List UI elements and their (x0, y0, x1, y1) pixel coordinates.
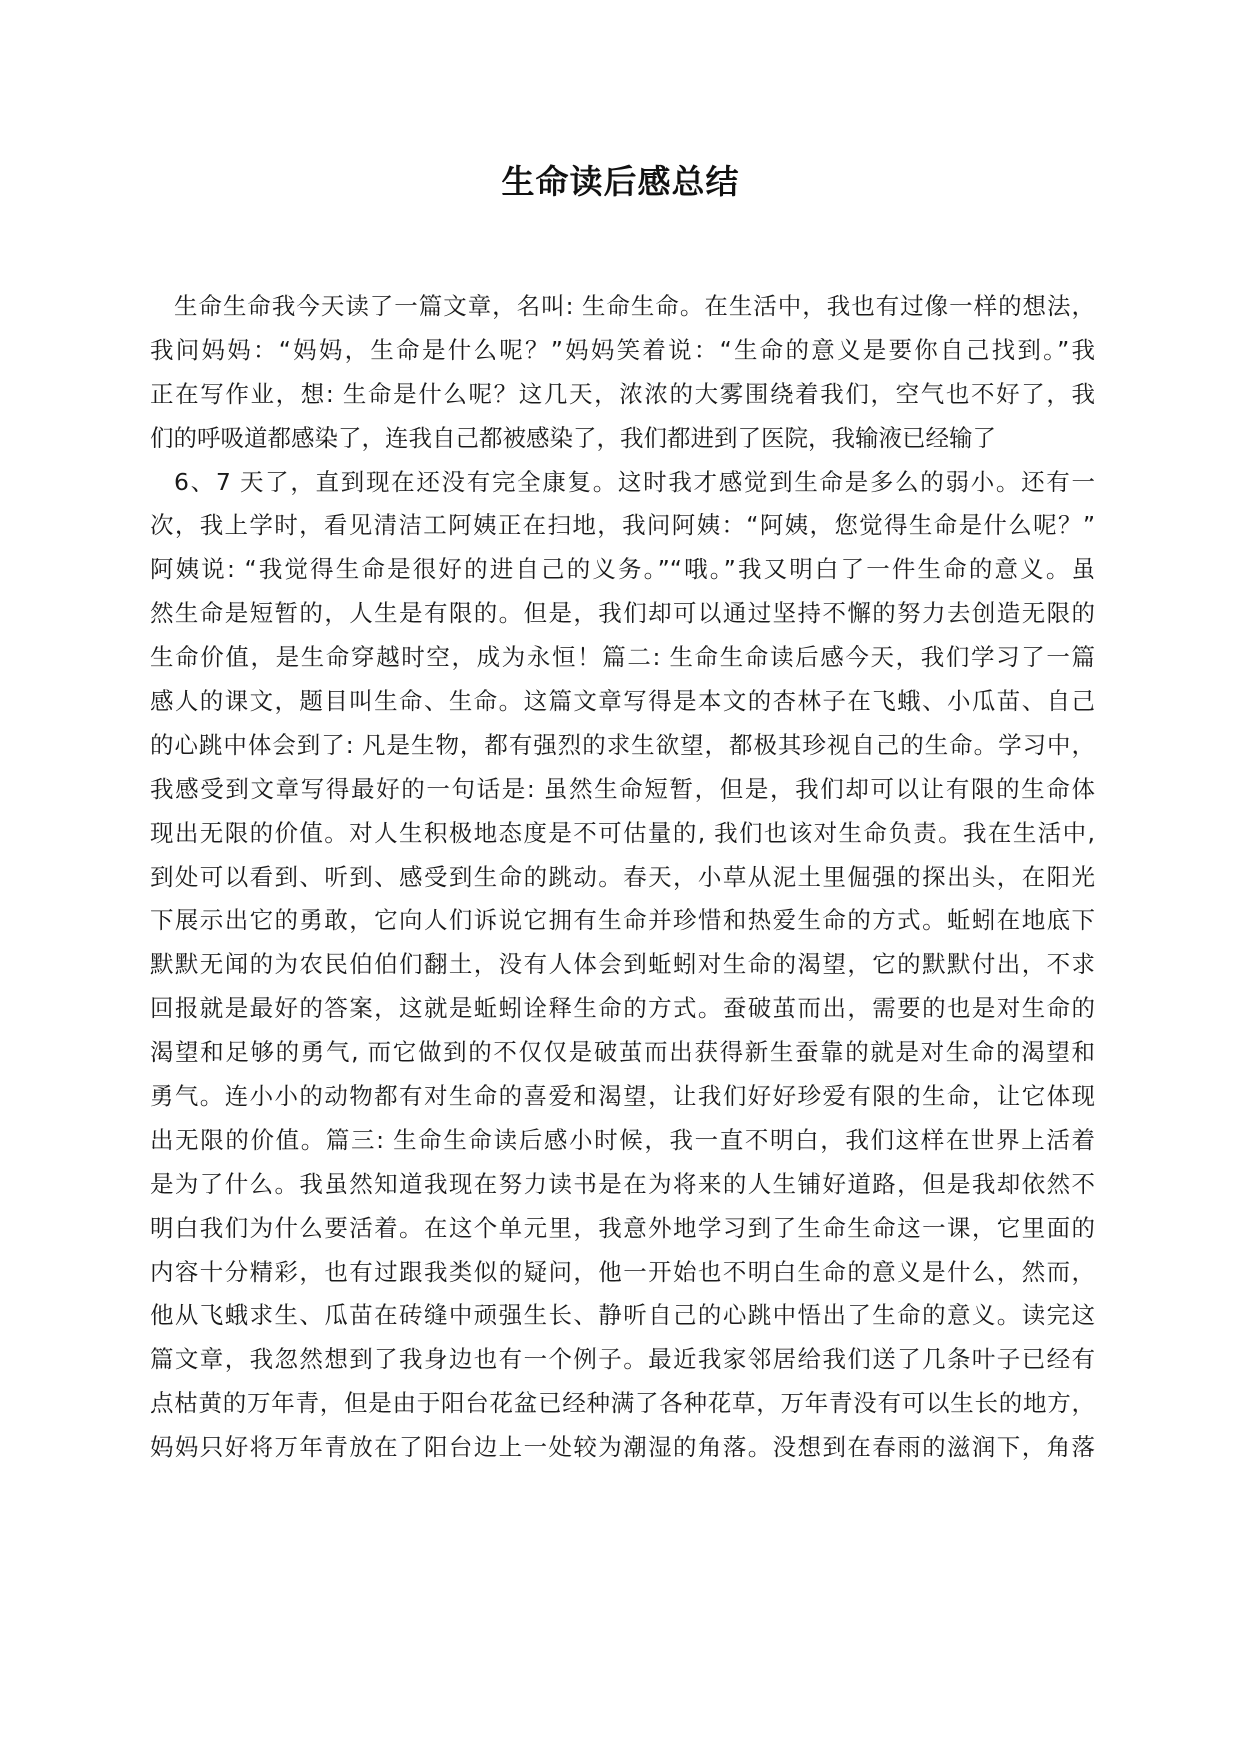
body-line: 渴望和足够的勇气, 而它做到的不仅仅是破茧而出获得新生蚕靠的就是对生命的渴望和 (150, 1038, 1095, 1067)
body-line: 生命生命我今天读了一篇文章，名叫: 生命生命。在生活中，我也有过像一样的想法， (174, 292, 1095, 320)
body-line: 6、7 天了，直到现在还没有完全康复。这时我才感觉到生命是多么的弱小。还有一 (174, 467, 1095, 496)
body-line: 们的呼吸道都感染了，连我自己都被感染了，我们都进到了医院，我输液已经输了 (150, 423, 996, 452)
body-line: 次，我上学时，看见清洁工阿姨正在扫地，我问阿姨：“阿姨，您觉得生命是什么呢？” (150, 511, 1095, 540)
body-line: 我问妈妈：“妈妈，生命是什么呢？”妈妈笑着说：“生命的意义是要你自己找到。”我 (150, 335, 1095, 364)
body-line: 点枯黄的万年青，但是由于阳台花盆已经种满了各种花草，万年青没有可以生长的地方， (150, 1389, 1095, 1418)
body-line: 是为了什么。我虽然知道我现在努力读书是在为将来的人生铺好道路，但是我却依然不 (150, 1169, 1095, 1198)
body-line: 勇气。连小小的动物都有对生命的喜爱和渴望，让我们好好珍爱有限的生命，让它体现 (150, 1082, 1095, 1111)
body-line: 出无限的价值。篇三: 生命生命读后感小时候，我一直不明白，我们这样在世界上活着 (150, 1125, 1095, 1154)
body-line: 到处可以看到、听到、感受到生命的跳动。春天，小草从泥土里倔强的探出头，在阳光 (150, 862, 1095, 891)
document-title: 生命读后感总结 (501, 162, 740, 201)
body-line: 内容十分精彩，也有过跟我类似的疑问，他一开始也不明白生命的意义是什么，然而， (150, 1257, 1095, 1286)
body-line: 然生命是短暂的，人生是有限的。但是，我们却可以通过坚持不懈的努力去创造无限的 (150, 599, 1095, 628)
body-line: 妈妈只好将万年青放在了阳台边上一处较为潮湿的角落。没想到在春雨的滋润下，角落 (150, 1433, 1095, 1462)
body-line: 阿姨说: “我觉得生命是很好的进自己的义务。”“哦。”我又明白了一件生命的意义。虽 (150, 555, 1095, 584)
body-line: 的心跳中体会到了: 凡是生物，都有强烈的求生欲望，都极其珍视自己的生命。学习中， (150, 730, 1095, 759)
body-line: 回报就是最好的答案，这就是蚯蚓诠释生命的方式。蚕破茧而出，需要的也是对生命的 (150, 994, 1095, 1023)
body-line: 明白我们为什么要活着。在这个单元里，我意外地学习到了生命生命这一课，它里面的 (150, 1213, 1095, 1242)
body-line: 他从飞蛾求生、瓜苗在砖缝中顽强生长、静听自己的心跳中悟出了生命的意义。读完这 (150, 1301, 1095, 1330)
body-line: 我感受到文章写得最好的一句话是: 虽然生命短暂，但是，我们却可以让有限的生命体 (150, 774, 1095, 803)
body-line: 正在写作业，想: 生命是什么呢？这几天，浓浓的大雾围绕着我们，空气也不好了，我 (150, 379, 1095, 408)
body-line: 下展示出它的勇敢，它向人们诉说它拥有生命并珍惜和热爱生命的方式。蚯蚓在地底下 (150, 906, 1095, 935)
body-line: 生命价值，是生命穿越时空，成为永恒！篇二: 生命生命读后感今天，我们学习了一篇 (150, 643, 1095, 672)
body-line: 感人的课文，题目叫生命、生命。这篇文章写得是本文的杏林子在飞蛾、小瓜苗、自己 (150, 687, 1095, 716)
document-body (150, 285, 1095, 1470)
body-line: 默默无闻的为农民伯伯们翻土，没有人体会到蚯蚓对生命的渴望，它的默默付出，不求 (150, 950, 1095, 979)
body-line: 篇文章，我忽然想到了我身边也有一个例子。最近我家邻居给我们送了几条叶子已经有 (150, 1345, 1095, 1374)
body-line: 现出无限的价值。对人生积极地态度是不可估量的, 我们也该对生命负责。我在生活中, (150, 818, 1095, 847)
